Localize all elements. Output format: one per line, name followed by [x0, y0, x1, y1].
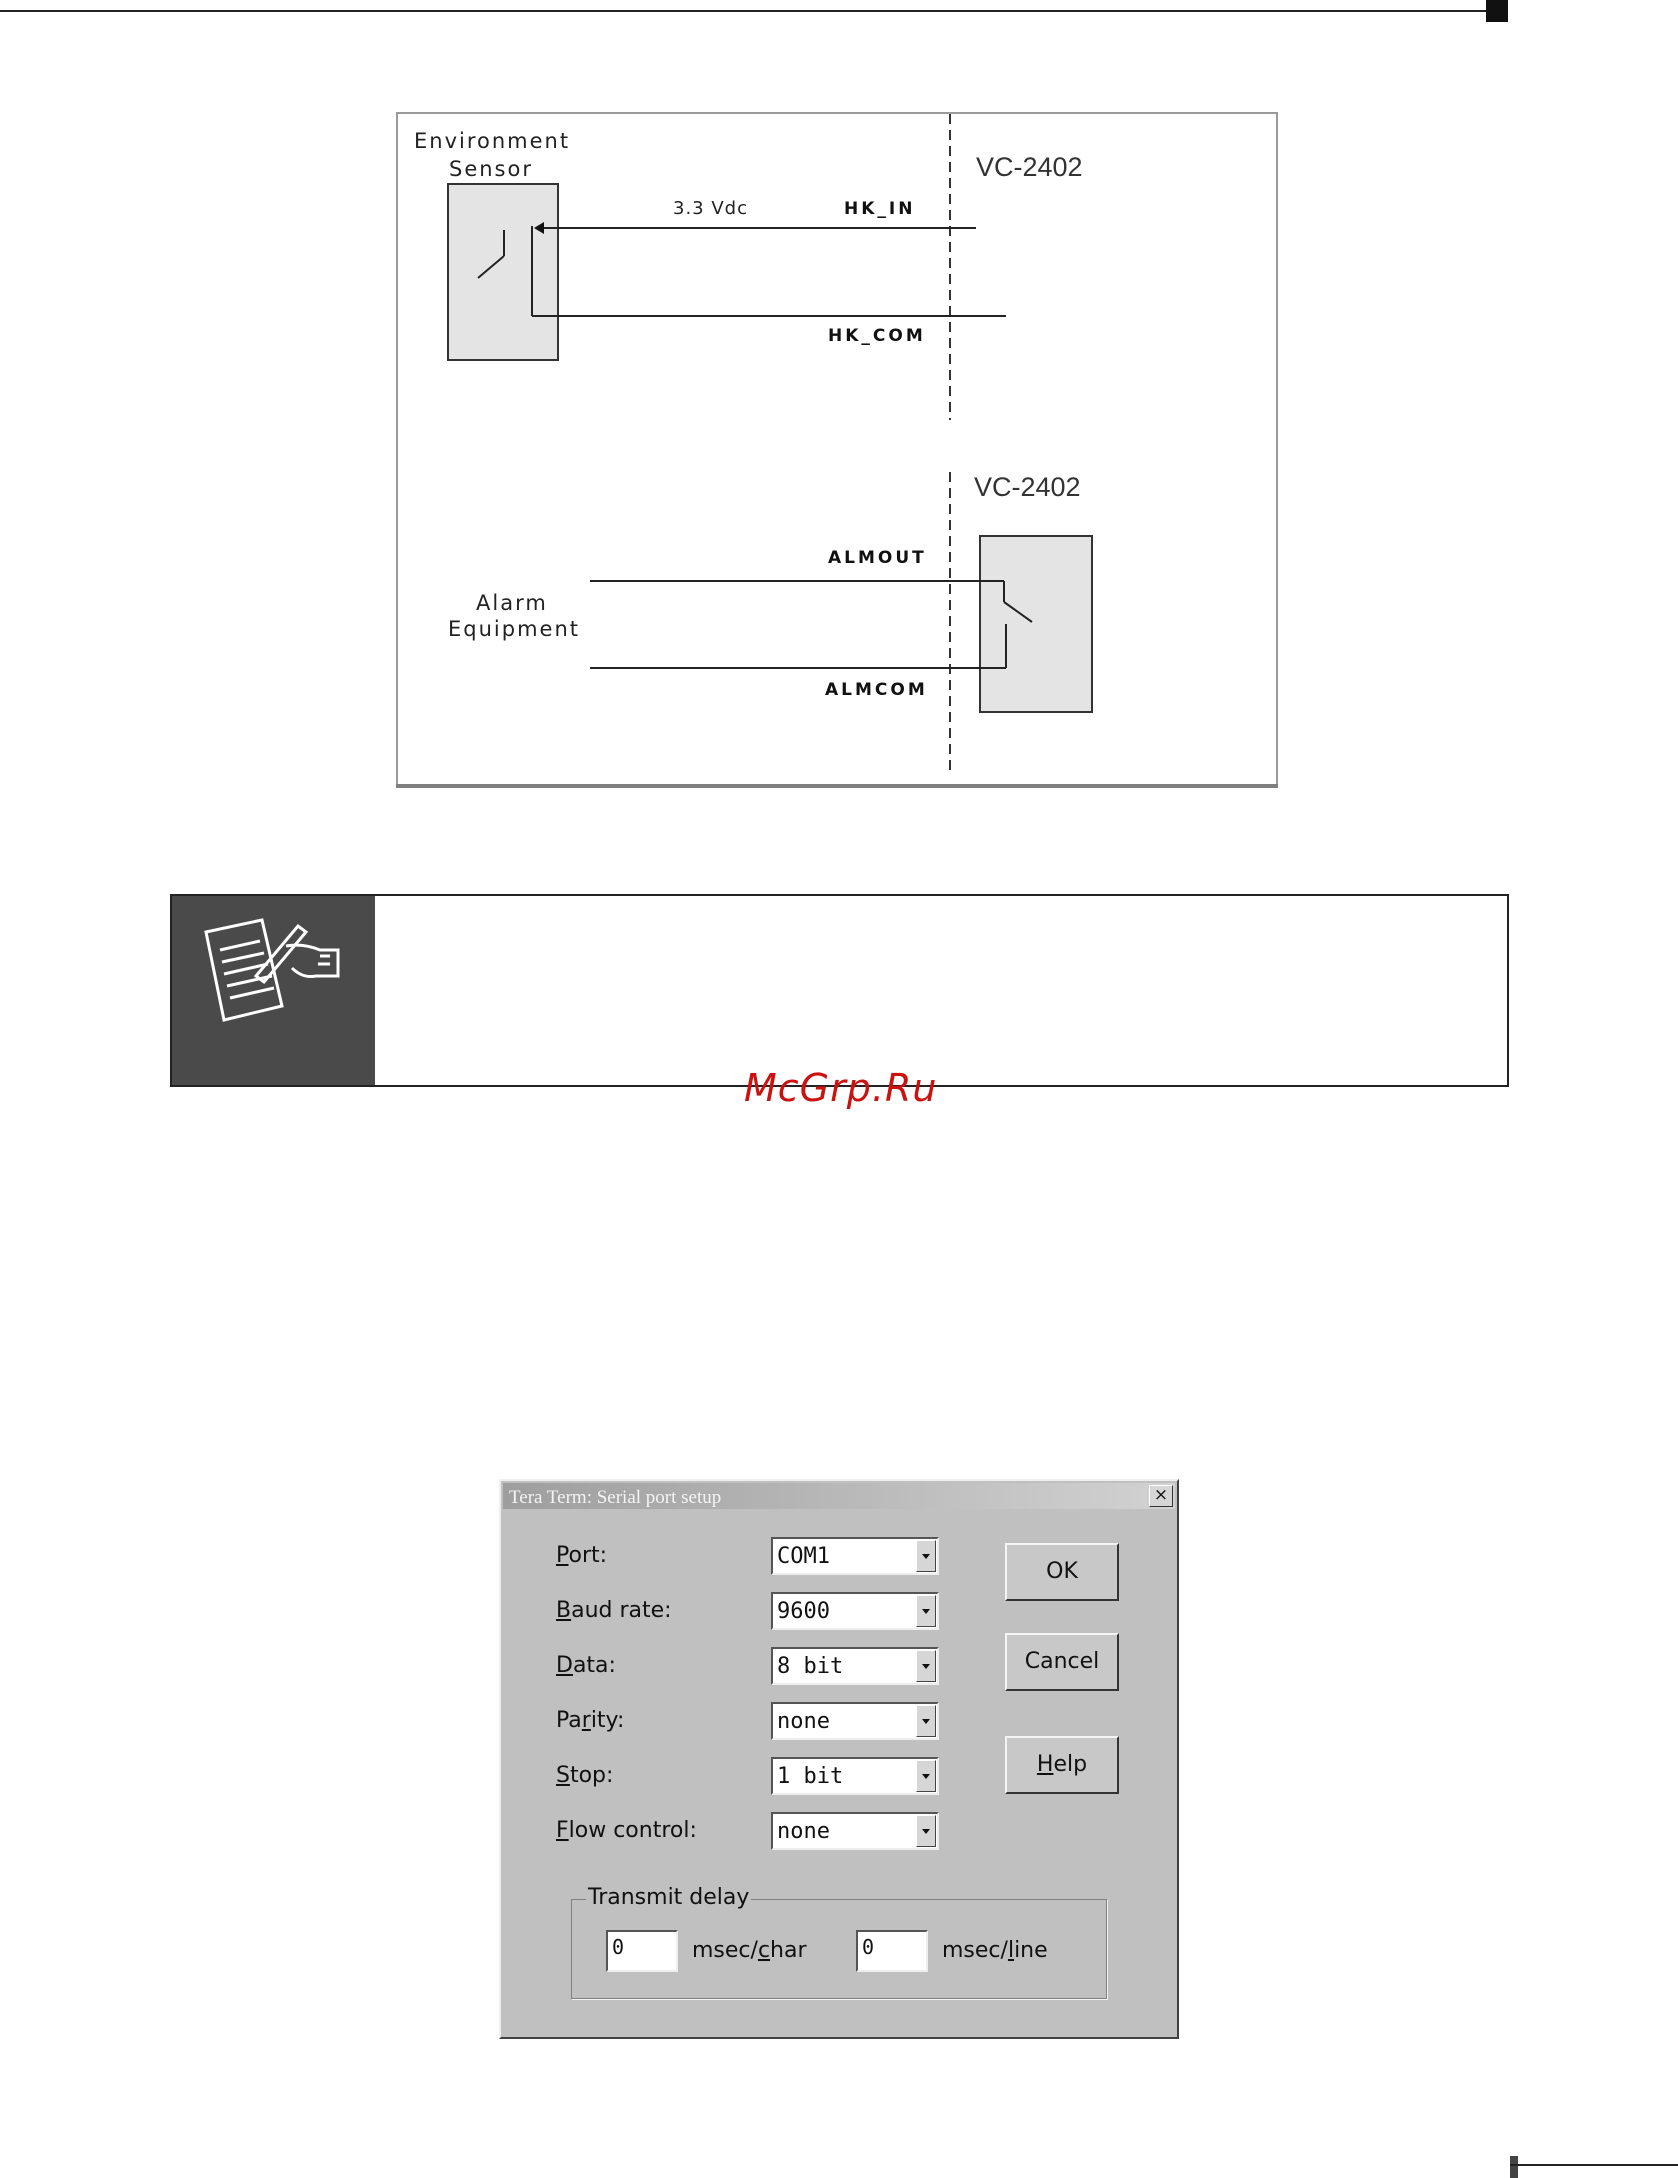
- port-select[interactable]: [771, 1537, 939, 1575]
- data-label: Data:: [556, 1653, 616, 1678]
- stop-bits-value: 1 bit: [777, 1764, 844, 1789]
- data-bits-value: 8 bit: [777, 1654, 844, 1679]
- footer-rule: [1510, 2164, 1678, 2166]
- port-value: COM1: [777, 1544, 830, 1569]
- device-label-bottom: VC-2402: [974, 472, 1081, 502]
- msec-char-input[interactable]: 0: [606, 1930, 678, 1972]
- dialog-titlebar[interactable]: [503, 1483, 1175, 1509]
- device-label-top: VC-2402: [976, 152, 1083, 182]
- header-rule: [0, 10, 1490, 12]
- parity-label: Parity:: [556, 1708, 625, 1733]
- flow-control-label: Flow control:: [556, 1818, 697, 1843]
- baud-rate-select[interactable]: [771, 1592, 939, 1630]
- chevron-down-icon[interactable]: [916, 1540, 936, 1572]
- stop-label: Stop:: [556, 1763, 614, 1788]
- chevron-down-icon[interactable]: [916, 1650, 936, 1682]
- equipment-label-2: Equipment: [448, 617, 580, 641]
- msec-line-label: msec/line: [942, 1938, 1048, 1963]
- almcom-label: ALMCOM: [825, 680, 928, 700]
- close-button[interactable]: ×: [1149, 1485, 1173, 1507]
- note-writing-icon: [202, 916, 342, 1026]
- port-label: Port:: [556, 1543, 608, 1568]
- transmit-delay-group: [571, 1885, 1107, 1999]
- serial-port-setup-dialog: [499, 1479, 1179, 2039]
- footer-marker: [1510, 2156, 1518, 2178]
- msec-char-label: msec/char: [692, 1938, 807, 1963]
- cancel-button[interactable]: Cancel: [1005, 1633, 1119, 1691]
- parity-value: none: [777, 1709, 830, 1734]
- watermark: McGrp.Ru: [744, 1066, 938, 1110]
- sensor-label: Environment: [414, 129, 571, 153]
- voltage-label: 3.3 Vdc: [673, 198, 748, 219]
- baud-rate-label: Baud rate:: [556, 1598, 672, 1623]
- sensor-label-2: Sensor: [449, 157, 533, 181]
- flow-control-select[interactable]: [771, 1812, 939, 1850]
- header-marker: [1486, 0, 1508, 22]
- device-relay-box: [980, 536, 1092, 712]
- note-icon-panel: [172, 896, 375, 1085]
- data-bits-select[interactable]: [771, 1647, 939, 1685]
- almout-label: ALMOUT: [828, 548, 927, 568]
- transmit-delay-legend: Transmit delay: [588, 1885, 750, 1910]
- sensor-box: [448, 184, 558, 360]
- baud-rate-value: 9600: [777, 1599, 830, 1624]
- hk-com-label: HK_COM: [828, 326, 926, 346]
- chevron-down-icon[interactable]: [916, 1760, 936, 1792]
- equipment-label: Alarm: [476, 591, 548, 615]
- flow-control-value: none: [777, 1819, 830, 1844]
- dialog-title: Tera Term: Serial port setup: [509, 1487, 722, 1508]
- chevron-down-icon[interactable]: [916, 1815, 936, 1847]
- chevron-down-icon[interactable]: [916, 1595, 936, 1627]
- stop-bits-select[interactable]: [771, 1757, 939, 1795]
- note-box: [170, 894, 1509, 1087]
- msec-line-input[interactable]: 0: [856, 1930, 928, 1972]
- chevron-down-icon[interactable]: [916, 1705, 936, 1737]
- hk-in-label: HK_IN: [844, 199, 916, 219]
- wiring-diagram: [396, 112, 1280, 789]
- parity-select[interactable]: [771, 1702, 939, 1740]
- ok-button[interactable]: OK: [1005, 1543, 1119, 1601]
- help-button[interactable]: Help: [1005, 1736, 1119, 1794]
